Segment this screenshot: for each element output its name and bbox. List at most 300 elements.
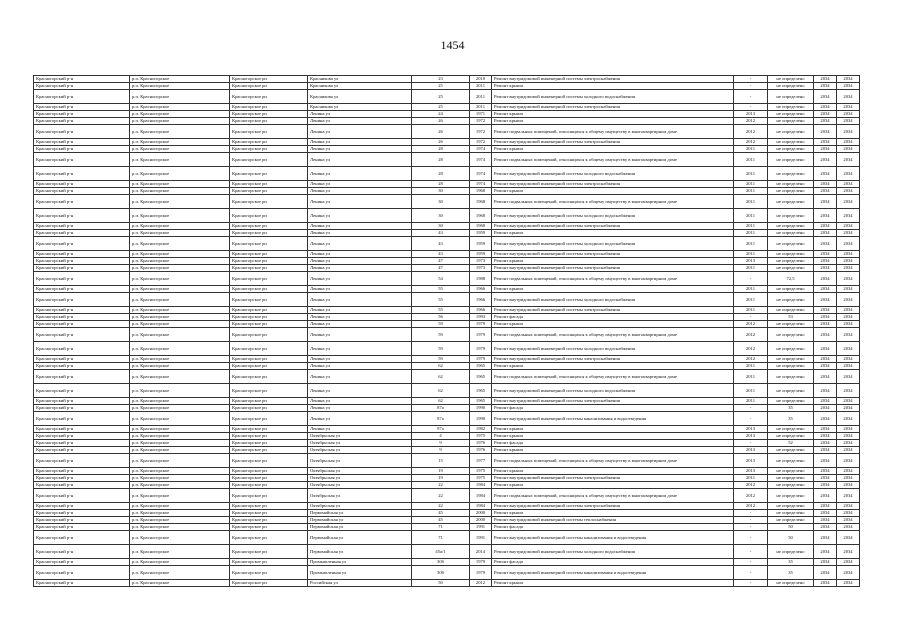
cell-settlement: р.п. Красногорское xyxy=(130,503,230,510)
cell-municipality: Красногорское рп xyxy=(230,517,308,524)
cell-street: Ленина ул xyxy=(308,181,412,188)
cell-district: Красногорский р-н xyxy=(34,321,130,328)
cell-settlement: р.п. Красногорское xyxy=(130,90,230,104)
cell-work-type: Ремонт внутридомовой инженерной системы электроснабжения xyxy=(492,223,734,230)
cell-cost: 52 xyxy=(768,440,814,447)
cell-settlement: р.п. Красногорское xyxy=(130,118,230,125)
cell-build-year: 1976 xyxy=(470,440,492,447)
cell-plan-start-year: 2034 xyxy=(814,447,837,454)
cell-house-number: 28 xyxy=(412,153,470,167)
cell-house-number: 47 xyxy=(412,258,470,265)
cell-cost: 53 xyxy=(768,314,814,321)
cell-plan-start-year: 2034 xyxy=(814,118,837,125)
cell-build-year: 1968 xyxy=(470,209,492,223)
table-row xyxy=(34,76,860,83)
cell-house-number: 22 xyxy=(412,482,470,489)
cell-plan-end-year: 2034 xyxy=(837,104,860,111)
cell-last-repair-year: 2013 xyxy=(734,426,768,433)
cell-cost: не определено xyxy=(768,447,814,454)
cell-street: Ленина ул xyxy=(308,272,412,286)
cell-house-number: 47 xyxy=(412,265,470,272)
cell-cost: не определено xyxy=(768,356,814,363)
cell-plan-start-year: 2034 xyxy=(814,153,837,167)
cell-work-type: Ремонт фасада xyxy=(492,440,734,447)
table-row xyxy=(34,482,860,489)
cell-plan-end-year: 2034 xyxy=(837,230,860,237)
table-row xyxy=(34,307,860,314)
cell-last-repair-year: 2011 xyxy=(734,398,768,405)
cell-last-repair-year: 2011 xyxy=(734,384,768,398)
cell-build-year: 1976 xyxy=(470,447,492,454)
cell-work-type: Ремонт подвальных помещений, относящихся к общему имуществу в многоквартирном доме xyxy=(492,153,734,167)
cell-cost: не определено xyxy=(768,83,814,90)
cell-plan-start-year: 2034 xyxy=(814,321,837,328)
cell-cost: не определено xyxy=(768,384,814,398)
cell-plan-start-year: 2034 xyxy=(814,489,837,503)
cell-settlement: р.п. Красногорское xyxy=(130,412,230,426)
cell-work-type: Ремонт внутридомовой инженерной системы электроснабжения xyxy=(492,398,734,405)
cell-district: Красногорский р-н xyxy=(34,265,130,272)
cell-cost: не определено xyxy=(768,265,814,272)
cell-cost: не определено xyxy=(768,139,814,146)
cell-build-year: 2012 xyxy=(470,580,492,587)
cell-cost: не определено xyxy=(768,195,814,209)
cell-municipality: Красногорское рп xyxy=(230,559,308,566)
cell-plan-start-year: 2034 xyxy=(814,559,837,566)
cell-municipality: Красногорское рп xyxy=(230,153,308,167)
table-row xyxy=(34,230,860,237)
cell-last-repair-year: 2011 xyxy=(734,223,768,230)
table-row xyxy=(34,531,860,545)
cell-build-year: 2010 xyxy=(470,76,492,83)
cell-plan-start-year: 2034 xyxy=(814,412,837,426)
cell-street: Ленина ул xyxy=(308,328,412,342)
cell-district: Красногорский р-н xyxy=(34,251,130,258)
cell-plan-end-year: 2034 xyxy=(837,209,860,223)
cell-plan-end-year: 2034 xyxy=(837,139,860,146)
table-row xyxy=(34,356,860,363)
cell-build-year: 1988 xyxy=(470,272,492,286)
cell-last-repair-year: 2012 xyxy=(734,118,768,125)
cell-settlement: р.п. Красногорское xyxy=(130,363,230,370)
cell-district: Красногорский р-н xyxy=(34,524,130,531)
cell-municipality: Красногорское рп xyxy=(230,293,308,307)
cell-build-year: 2014 xyxy=(470,545,492,559)
cell-plan-end-year: 2034 xyxy=(837,167,860,181)
table-row xyxy=(34,384,860,398)
table-row xyxy=(34,314,860,321)
cell-district: Красногорский р-н xyxy=(34,405,130,412)
table-row xyxy=(34,293,860,307)
cell-municipality: Красногорское рп xyxy=(230,370,308,384)
cell-plan-end-year: 2034 xyxy=(837,566,860,580)
cell-settlement: р.п. Красногорское xyxy=(130,475,230,482)
cell-street: Ленина ул xyxy=(308,209,412,223)
cell-plan-end-year: 2034 xyxy=(837,405,860,412)
table-row xyxy=(34,111,860,118)
cell-build-year: 1968 xyxy=(470,195,492,209)
cell-plan-end-year: 2034 xyxy=(837,545,860,559)
cell-district: Красногорский р-н xyxy=(34,433,130,440)
cell-build-year: 1968 xyxy=(470,188,492,195)
cell-settlement: р.п. Красногорское xyxy=(130,433,230,440)
cell-work-type: Ремонт внутридомовой инженерной системы холодного водоснабжения xyxy=(492,167,734,181)
cell-last-repair-year: 2011 xyxy=(734,475,768,482)
cell-cost: 35 xyxy=(768,566,814,580)
cell-last-repair-year: 2011 xyxy=(734,237,768,251)
cell-plan-start-year: 2034 xyxy=(814,258,837,265)
table-row xyxy=(34,139,860,146)
cell-plan-end-year: 2034 xyxy=(837,188,860,195)
cell-build-year: 1990 xyxy=(470,405,492,412)
cell-cost: не определено xyxy=(768,209,814,223)
cell-last-repair-year: 2013 xyxy=(734,447,768,454)
cell-municipality: Красногорское рп xyxy=(230,489,308,503)
cell-build-year: 1968 xyxy=(470,223,492,230)
cell-house-number: 23 xyxy=(412,76,470,83)
cell-last-repair-year: - xyxy=(734,524,768,531)
cell-plan-end-year: 2034 xyxy=(837,223,860,230)
cell-municipality: Красногорское рп xyxy=(230,209,308,223)
cell-plan-end-year: 2034 xyxy=(837,237,860,251)
cell-work-type: Ремонт фасада xyxy=(492,524,734,531)
cell-municipality: Красногорское рп xyxy=(230,307,308,314)
cell-plan-end-year: 2034 xyxy=(837,503,860,510)
cell-municipality: Красногорское рп xyxy=(230,447,308,454)
cell-municipality: Красногорское рп xyxy=(230,524,308,531)
cell-plan-start-year: 2034 xyxy=(814,237,837,251)
cell-district: Красногорский р-н xyxy=(34,342,130,356)
cell-settlement: р.п. Красногорское xyxy=(130,454,230,468)
cell-settlement: р.п. Красногорское xyxy=(130,195,230,209)
table-row xyxy=(34,440,860,447)
cell-cost: не определено xyxy=(768,426,814,433)
cell-cost: не определено xyxy=(768,468,814,475)
cell-municipality: Красногорское рп xyxy=(230,405,308,412)
cell-district: Красногорский р-н xyxy=(34,139,130,146)
cell-municipality: Красногорское рп xyxy=(230,195,308,209)
cell-plan-start-year: 2034 xyxy=(814,531,837,545)
table-row xyxy=(34,83,860,90)
cell-house-number: 25 xyxy=(412,90,470,104)
cell-plan-start-year: 2034 xyxy=(814,104,837,111)
cell-district: Красногорский р-н xyxy=(34,559,130,566)
cell-district: Красногорский р-н xyxy=(34,468,130,475)
cell-street: Ленина ул xyxy=(308,405,412,412)
table-row xyxy=(34,104,860,111)
cell-house-number: 54 xyxy=(412,272,470,286)
table-row xyxy=(34,188,860,195)
cell-build-year: 1971 xyxy=(470,111,492,118)
cell-settlement: р.п. Красногорское xyxy=(130,531,230,545)
cell-house-number: 87а xyxy=(412,405,470,412)
cell-house-number: 19 xyxy=(412,468,470,475)
table-row xyxy=(34,545,860,559)
cell-settlement: р.п. Красногорское xyxy=(130,440,230,447)
table-row xyxy=(34,566,860,580)
cell-district: Красногорский р-н xyxy=(34,195,130,209)
cell-street: Ленина ул xyxy=(308,188,412,195)
cell-last-repair-year: 2013 xyxy=(734,433,768,440)
cell-street: Ленина ул xyxy=(308,286,412,293)
cell-last-repair-year: - xyxy=(734,90,768,104)
cell-last-repair-year: 2012 xyxy=(734,482,768,489)
cell-house-number: 59 xyxy=(412,342,470,356)
table-row xyxy=(34,181,860,188)
cell-work-type: Ремонт внутридомовой инженерной системы электроснабжения xyxy=(492,139,734,146)
cell-municipality: Красногорское рп xyxy=(230,265,308,272)
cell-settlement: р.п. Красногорское xyxy=(130,104,230,111)
cell-district: Красногорский р-н xyxy=(34,356,130,363)
cell-build-year: 1974 xyxy=(470,181,492,188)
cell-plan-start-year: 2034 xyxy=(814,272,837,286)
cell-plan-end-year: 2034 xyxy=(837,76,860,83)
cell-house-number: 43 xyxy=(412,230,470,237)
cell-build-year: 1974 xyxy=(470,146,492,153)
cell-street: Ленина ул xyxy=(308,370,412,384)
cell-cost: не определено xyxy=(768,181,814,188)
cell-work-type: Ремонт крыши xyxy=(492,230,734,237)
table-row xyxy=(34,468,860,475)
table-row xyxy=(34,195,860,209)
cell-cost: не определено xyxy=(768,510,814,517)
cell-house-number: 45 xyxy=(412,517,470,524)
cell-house-number: 55 xyxy=(412,286,470,293)
cell-municipality: Красногорское рп xyxy=(230,342,308,356)
cell-work-type: Ремонт внутридомовой инженерной системы электроснабжения xyxy=(492,503,734,510)
cell-settlement: р.п. Красногорское xyxy=(130,545,230,559)
cell-street: Ленина ул xyxy=(308,426,412,433)
cell-last-repair-year: 2011 xyxy=(734,363,768,370)
cell-settlement: р.п. Красногорское xyxy=(130,223,230,230)
cell-street: Ленина ул xyxy=(308,356,412,363)
cell-cost: не определено xyxy=(768,230,814,237)
cell-work-type: Ремонт крыши xyxy=(492,111,734,118)
cell-district: Красногорский р-н xyxy=(34,510,130,517)
cell-work-type: Ремонт внутридомовой инженерной системы теплоснабжения xyxy=(492,517,734,524)
cell-cost: не определено xyxy=(768,503,814,510)
cell-street: Ленина ул xyxy=(308,314,412,321)
cell-municipality: Красногорское рп xyxy=(230,230,308,237)
cell-plan-start-year: 2034 xyxy=(814,398,837,405)
cell-last-repair-year: - xyxy=(734,559,768,566)
cell-settlement: р.п. Красногорское xyxy=(130,342,230,356)
cell-street: Ленина ул xyxy=(308,167,412,181)
cell-last-repair-year: - xyxy=(734,412,768,426)
cell-cost: не определено xyxy=(768,76,814,83)
table-row xyxy=(34,503,860,510)
cell-municipality: Красногорское рп xyxy=(230,328,308,342)
cell-settlement: р.п. Красногорское xyxy=(130,468,230,475)
cell-cost: не определено xyxy=(768,293,814,307)
cell-street: Октябрьская ул xyxy=(308,489,412,503)
table-row xyxy=(34,265,860,272)
cell-house-number: 71 xyxy=(412,524,470,531)
cell-municipality: Красногорское рп xyxy=(230,384,308,398)
cell-build-year: 1993 xyxy=(470,314,492,321)
cell-plan-start-year: 2034 xyxy=(814,251,837,258)
cell-district: Красногорский р-н xyxy=(34,314,130,321)
cell-plan-end-year: 2034 xyxy=(837,356,860,363)
cell-last-repair-year: - xyxy=(734,83,768,90)
cell-house-number: 50 xyxy=(412,580,470,587)
cell-plan-end-year: 2034 xyxy=(837,125,860,139)
cell-last-repair-year: - xyxy=(734,531,768,545)
cell-district: Красногорский р-н xyxy=(34,188,130,195)
cell-plan-end-year: 2034 xyxy=(837,454,860,468)
cell-municipality: Красногорское рп xyxy=(230,146,308,153)
cell-build-year: 1966 xyxy=(470,286,492,293)
cell-work-type: Ремонт крыши xyxy=(492,433,734,440)
table-row xyxy=(34,475,860,482)
cell-build-year: 1991 xyxy=(470,524,492,531)
cell-plan-end-year: 2034 xyxy=(837,447,860,454)
cell-plan-start-year: 2034 xyxy=(814,517,837,524)
cell-settlement: р.п. Красногорское xyxy=(130,370,230,384)
cell-district: Красногорский р-н xyxy=(34,90,130,104)
cell-settlement: р.п. Красногорское xyxy=(130,181,230,188)
cell-last-repair-year: 2011 xyxy=(734,293,768,307)
cell-plan-end-year: 2034 xyxy=(837,258,860,265)
cell-plan-end-year: 2034 xyxy=(837,580,860,587)
cell-last-repair-year: - xyxy=(734,314,768,321)
cell-plan-start-year: 2034 xyxy=(814,524,837,531)
cell-build-year: 1979 xyxy=(470,566,492,580)
cell-district: Красногорский р-н xyxy=(34,125,130,139)
cell-cost: не определено xyxy=(768,118,814,125)
cell-plan-end-year: 2034 xyxy=(837,370,860,384)
cell-cost: не определено xyxy=(768,104,814,111)
cell-work-type: Ремонт внутридомовой инженерной системы электроснабжения xyxy=(492,475,734,482)
cell-build-year: 1959 xyxy=(470,251,492,258)
cell-build-year: 1991 xyxy=(470,531,492,545)
cell-plan-start-year: 2034 xyxy=(814,580,837,587)
cell-plan-start-year: 2034 xyxy=(814,125,837,139)
cell-house-number: 22 xyxy=(412,489,470,503)
cell-municipality: Красногорское рп xyxy=(230,412,308,426)
cell-plan-end-year: 2034 xyxy=(837,524,860,531)
cell-plan-end-year: 2034 xyxy=(837,307,860,314)
cell-last-repair-year: 2011 xyxy=(734,153,768,167)
cell-plan-end-year: 2034 xyxy=(837,559,860,566)
cell-plan-end-year: 2034 xyxy=(837,531,860,545)
cell-work-type: Ремонт внутридомовой инженерной системы канализования и водоотведения xyxy=(492,531,734,545)
cell-cost: не определено xyxy=(768,223,814,230)
table-row xyxy=(34,426,860,433)
cell-settlement: р.п. Красногорское xyxy=(130,230,230,237)
cell-house-number: 97а xyxy=(412,426,470,433)
cell-district: Красногорский р-н xyxy=(34,167,130,181)
cell-plan-start-year: 2034 xyxy=(814,146,837,153)
cell-plan-start-year: 2034 xyxy=(814,328,837,342)
cell-build-year: 1975 xyxy=(470,433,492,440)
cell-work-type: Ремонт внутридомовой инженерной системы электроснабжения xyxy=(492,251,734,258)
cell-plan-start-year: 2034 xyxy=(814,356,837,363)
cell-district: Красногорский р-н xyxy=(34,146,130,153)
cell-build-year: 1972 xyxy=(470,125,492,139)
cell-build-year: 1990 xyxy=(470,412,492,426)
cell-work-type: Ремонт подвальных помещений, относящихся к общему имуществу в многоквартирном доме xyxy=(492,454,734,468)
cell-work-type: Ремонт крыши xyxy=(492,468,734,475)
table-row xyxy=(34,524,860,531)
cell-work-type: Ремонт подвальных помещений, относящихся к общему имуществу в многоквартирном доме xyxy=(492,272,734,286)
cell-cost: не определено xyxy=(768,475,814,482)
cell-plan-start-year: 2034 xyxy=(814,83,837,90)
cell-district: Красногорский р-н xyxy=(34,384,130,398)
cell-last-repair-year: 2012 xyxy=(734,321,768,328)
cell-plan-start-year: 2034 xyxy=(814,307,837,314)
cell-work-type: Ремонт внутридомовой инженерной системы холодного водоснабжения xyxy=(492,293,734,307)
repair-schedule-table xyxy=(33,75,860,587)
table-row xyxy=(34,321,860,328)
cell-municipality: Красногорское рп xyxy=(230,426,308,433)
table-row xyxy=(34,510,860,517)
cell-settlement: р.п. Красногорское xyxy=(130,83,230,90)
cell-settlement: р.п. Красногорское xyxy=(130,237,230,251)
cell-work-type: Ремонт подвальных помещений, относящихся к общему имуществу в многоквартирном доме xyxy=(492,195,734,209)
cell-work-type: Ремонт внутридомовой инженерной системы электроснабжения xyxy=(492,76,734,83)
cell-district: Красногорский р-н xyxy=(34,482,130,489)
cell-street: Промышленная ул xyxy=(308,566,412,580)
cell-plan-end-year: 2034 xyxy=(837,475,860,482)
cell-street: Ленина ул xyxy=(308,111,412,118)
cell-last-repair-year: 2012 xyxy=(734,328,768,342)
cell-plan-end-year: 2034 xyxy=(837,181,860,188)
cell-settlement: р.п. Красногорское xyxy=(130,111,230,118)
cell-plan-start-year: 2034 xyxy=(814,363,837,370)
cell-district: Красногорский р-н xyxy=(34,412,130,426)
cell-cost: не определено xyxy=(768,125,814,139)
cell-build-year: 1973 xyxy=(470,265,492,272)
cell-work-type: Ремонт крыши xyxy=(492,286,734,293)
cell-plan-end-year: 2034 xyxy=(837,342,860,356)
cell-build-year: 1979 xyxy=(470,559,492,566)
cell-last-repair-year: 2012 xyxy=(734,139,768,146)
cell-district: Красногорский р-н xyxy=(34,76,130,83)
cell-municipality: Красногорское рп xyxy=(230,580,308,587)
cell-municipality: Красногорское рп xyxy=(230,83,308,90)
cell-build-year: 2000 xyxy=(470,517,492,524)
cell-last-repair-year: - xyxy=(734,272,768,286)
cell-settlement: р.п. Красногорское xyxy=(130,398,230,405)
table-row xyxy=(34,398,860,405)
cell-build-year: 2000 xyxy=(470,510,492,517)
cell-municipality: Красногорское рп xyxy=(230,398,308,405)
cell-cost: 35 xyxy=(768,559,814,566)
table-row xyxy=(34,328,860,342)
table-row xyxy=(34,363,860,370)
table-row xyxy=(34,559,860,566)
cell-street: Октябрьская ул xyxy=(308,454,412,468)
cell-street: Октябрьская ул xyxy=(308,447,412,454)
cell-last-repair-year: 2011 xyxy=(734,167,768,181)
cell-plan-end-year: 2034 xyxy=(837,398,860,405)
cell-street: Промышленная ул xyxy=(308,559,412,566)
cell-plan-start-year: 2034 xyxy=(814,230,837,237)
cell-plan-start-year: 2034 xyxy=(814,482,837,489)
cell-plan-end-year: 2034 xyxy=(837,293,860,307)
cell-street: Первомайская ул xyxy=(308,510,412,517)
cell-municipality: Красногорское рп xyxy=(230,90,308,104)
cell-plan-end-year: 2034 xyxy=(837,321,860,328)
cell-build-year: 1979 xyxy=(470,342,492,356)
cell-plan-end-year: 2034 xyxy=(837,468,860,475)
cell-street: Ленина ул xyxy=(308,258,412,265)
cell-house-number: 59 xyxy=(412,328,470,342)
cell-plan-start-year: 2034 xyxy=(814,510,837,517)
cell-plan-start-year: 2034 xyxy=(814,181,837,188)
cell-house-number: 62 xyxy=(412,384,470,398)
